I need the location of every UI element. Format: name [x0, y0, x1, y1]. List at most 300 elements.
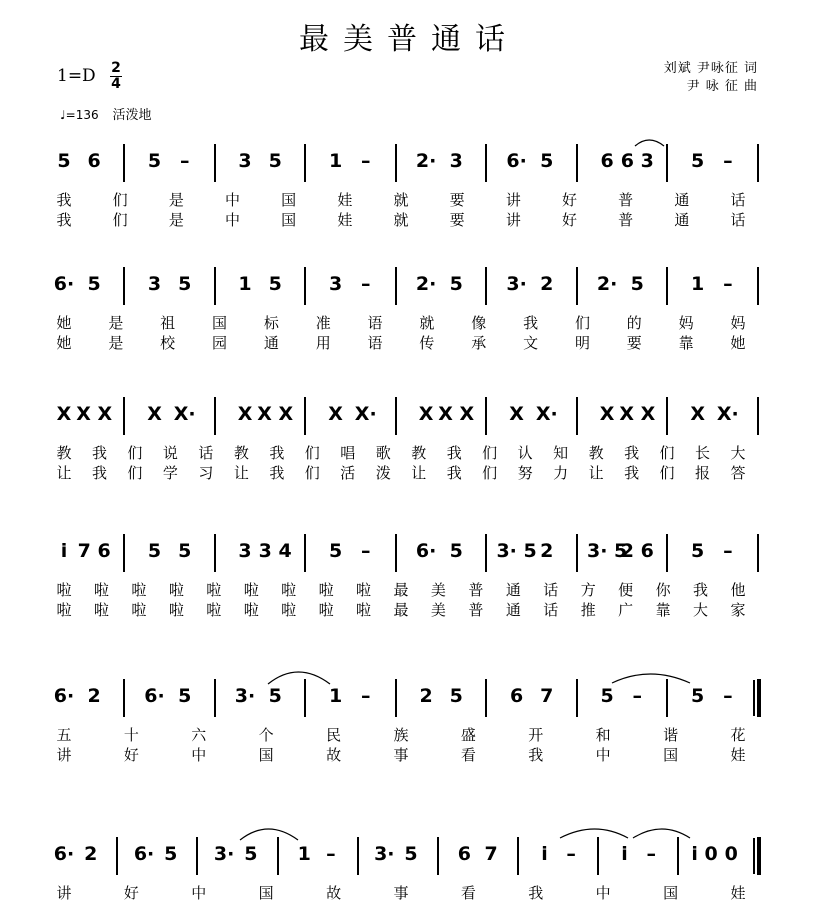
note: 1 — [691, 273, 705, 295]
lyric-syllable: 让 — [56, 464, 72, 482]
barline — [214, 267, 216, 305]
note: 2 — [84, 843, 98, 865]
final-barline — [757, 679, 761, 717]
note: – — [632, 685, 643, 707]
lyric-syllable: 我 — [91, 464, 107, 482]
lyric-syllable: 讲 — [56, 746, 72, 764]
lyric-syllable: 我 — [693, 581, 709, 599]
lyric-syllable: 们 — [127, 444, 143, 462]
lyric-syllable: 娃 — [730, 884, 746, 902]
lyric-syllable: 中 — [191, 746, 207, 764]
lyric-syllable: 和 — [595, 726, 611, 744]
lyric-syllable: 国 — [258, 746, 274, 764]
note: 3 — [147, 273, 162, 295]
lyric-syllable: 习 — [198, 464, 214, 482]
note: 1 — [328, 685, 343, 707]
lyric-syllable: 们 — [304, 464, 320, 482]
lyric-syllable: 广 — [618, 601, 634, 619]
lyric-syllable: 国 — [281, 211, 297, 229]
lyric-syllable: 家 — [730, 601, 746, 619]
lyric-syllable: 祖 — [160, 314, 176, 332]
barline — [576, 144, 578, 182]
note: 5 — [404, 843, 418, 865]
tempo-expression: 活泼地 — [112, 108, 152, 123]
slur — [560, 829, 628, 838]
note: 2 — [419, 685, 433, 707]
lyric-syllable: 看 — [460, 884, 476, 902]
lyric-syllable: 谐 — [663, 726, 679, 744]
lyric-syllable: 她 — [56, 334, 72, 352]
lyric-syllable: 普 — [468, 601, 484, 619]
barline — [196, 837, 198, 875]
lyric-syllable: 们 — [659, 444, 675, 462]
barline — [395, 534, 397, 572]
barline — [666, 144, 668, 182]
note: 6· — [415, 540, 437, 562]
barline — [757, 397, 759, 435]
lyric-syllable: 报 — [695, 464, 711, 482]
note: X — [599, 403, 615, 425]
barline — [304, 267, 306, 305]
note: 5 — [449, 540, 463, 562]
lyric-syllable: 国 — [663, 884, 679, 902]
lyric-syllable: 啦 — [93, 601, 109, 619]
barline — [485, 534, 487, 572]
lyric-syllable: 便 — [618, 581, 634, 599]
lyric-syllable: 妈 — [678, 314, 694, 332]
note: 5 — [449, 273, 463, 295]
barline — [576, 534, 578, 572]
lyric-syllable: 通 — [263, 334, 279, 352]
note: 5 — [268, 685, 282, 707]
note: 5 — [268, 150, 282, 172]
lyric-syllable: 就 — [393, 191, 409, 209]
lyric-syllable: 我 — [446, 444, 462, 462]
lyric-syllable: 们 — [112, 211, 128, 229]
note: 2 6 — [620, 540, 654, 562]
lyric-syllable: 啦 — [131, 601, 147, 619]
lyricist-credit: 刘斌 尹咏征 词 — [663, 61, 758, 76]
note: 3 — [449, 150, 463, 172]
note: 5 — [691, 540, 705, 562]
barline — [757, 144, 759, 182]
barline — [357, 837, 359, 875]
lyric-syllable: 我 — [624, 464, 640, 482]
lyric-syllable: 普 — [468, 581, 484, 599]
note: 6· — [133, 843, 155, 865]
note: – — [179, 150, 190, 172]
lyric-syllable: 通 — [505, 581, 521, 599]
note: X X — [257, 403, 294, 425]
note: X X — [438, 403, 475, 425]
lyric-syllable: 我 — [91, 444, 107, 462]
note: X· — [535, 403, 558, 425]
note: 3 — [328, 273, 343, 295]
lyric-syllable: 盛 — [460, 726, 476, 744]
note: X — [328, 403, 343, 425]
composer-credit: 尹 咏 征 曲 — [686, 79, 758, 94]
note: – — [360, 685, 371, 707]
lyric-syllable: 中 — [224, 211, 241, 229]
lyric-syllable: 中 — [191, 884, 207, 902]
note: 6· — [144, 685, 165, 707]
note: 7 6 — [77, 540, 111, 562]
barline — [576, 397, 578, 435]
lyric-syllable: 啦 — [131, 581, 147, 599]
barline — [757, 267, 759, 305]
lyric-syllable: 教 — [233, 444, 249, 462]
barline — [123, 534, 125, 572]
lyric-syllable: 答 — [730, 464, 746, 482]
note: 5 — [87, 273, 101, 295]
lyric-syllable: 啦 — [243, 601, 259, 619]
barline — [576, 267, 578, 305]
lyric-syllable: 就 — [419, 314, 435, 332]
song-title: 最美普通话 — [299, 22, 519, 57]
note: i — [541, 843, 548, 865]
lyric-syllable: 啦 — [206, 601, 222, 619]
lyric-syllable: 我 — [523, 314, 539, 332]
lyric-syllable: 就 — [393, 211, 409, 229]
barline — [116, 837, 118, 875]
lyric-syllable: 我 — [56, 211, 72, 229]
lyric-syllable: 故 — [326, 746, 342, 764]
lyric-syllable: 好 — [123, 746, 139, 764]
lyric-syllable: 美 — [430, 601, 446, 619]
note: X — [690, 403, 705, 425]
lyric-syllable: 们 — [482, 444, 498, 462]
note: 5 — [600, 685, 614, 707]
barline — [666, 397, 668, 435]
note: 1 — [238, 273, 252, 295]
lyric-syllable: 妈 — [730, 314, 746, 332]
note: 5 — [244, 843, 258, 865]
barline — [485, 397, 487, 435]
lyric-syllable: 啦 — [168, 581, 184, 599]
lyric-syllable: 中 — [595, 884, 611, 902]
lyric-syllable: 园 — [212, 334, 228, 352]
note: 5 — [57, 150, 71, 172]
note: X — [56, 403, 72, 425]
lyric-syllable: 要 — [626, 334, 642, 352]
lyric-syllable: 啦 — [281, 601, 297, 619]
note: 6 3 — [620, 150, 654, 172]
note: 5 — [178, 685, 192, 707]
lyric-syllable: 她 — [56, 314, 72, 332]
lyric-syllable: 好 — [123, 884, 139, 902]
lyric-syllable: 娃 — [337, 211, 353, 229]
lyric-syllable: 我 — [269, 464, 285, 482]
lyric-syllable: 十 — [123, 726, 139, 744]
lyric-syllable: 她 — [730, 334, 746, 352]
note: i 0 — [691, 843, 718, 865]
lyric-syllable: 花 — [730, 726, 746, 744]
lyric-syllable: 要 — [449, 191, 465, 209]
lyric-syllable: 教 — [588, 444, 604, 462]
barline — [666, 679, 668, 717]
time-signature-top: 2 — [111, 60, 121, 76]
note: – — [360, 540, 371, 562]
final-barline — [757, 837, 761, 875]
note: – — [360, 150, 371, 172]
barline — [123, 267, 125, 305]
lyric-syllable: 个 — [258, 726, 274, 744]
lyric-syllable: 看 — [460, 746, 476, 764]
lyric-syllable: 泼 — [375, 464, 391, 482]
lyric-syllable: 啦 — [356, 581, 372, 599]
note: 5 — [691, 150, 705, 172]
note: 5 — [178, 273, 192, 295]
slur — [633, 829, 690, 838]
barline — [395, 397, 397, 435]
note: X X — [76, 403, 113, 425]
note: 6· — [53, 843, 75, 865]
time-signature — [108, 62, 124, 91]
note: 3· 5 — [586, 540, 628, 562]
note: 3· — [234, 685, 256, 707]
note: 6 — [457, 843, 471, 865]
lyric-syllable: 啦 — [56, 581, 72, 599]
barline — [395, 267, 397, 305]
note: 2 — [87, 685, 101, 707]
barline — [123, 144, 125, 182]
note: 2· — [596, 273, 618, 295]
lyric-syllable: 我 — [528, 746, 544, 764]
tempo-marking — [60, 104, 151, 123]
barline — [304, 679, 306, 717]
barline — [485, 267, 487, 305]
lyric-syllable: 通 — [674, 191, 690, 209]
lyric-syllable: 的 — [626, 314, 642, 332]
note: 0 — [724, 843, 738, 865]
note: X — [147, 403, 162, 425]
barline — [304, 397, 306, 435]
note: 1 — [297, 843, 311, 865]
slur — [612, 674, 690, 683]
lyric-syllable: 好 — [561, 211, 578, 229]
note: X — [418, 403, 434, 425]
barline — [395, 679, 397, 717]
barline — [123, 397, 125, 435]
note: 3 — [238, 540, 252, 562]
note: 5 — [630, 273, 644, 295]
lyric-syllable: 话 — [730, 191, 746, 209]
lyric-syllable: 啦 — [356, 601, 372, 619]
note: – — [646, 843, 656, 865]
lyric-syllable: 们 — [304, 444, 320, 462]
barline — [597, 837, 599, 875]
note: 3· 5 — [496, 540, 537, 562]
lyric-syllable: 传 — [419, 334, 435, 352]
lyric-syllable: 最 — [393, 581, 409, 599]
lyric-syllable: 说 — [162, 444, 178, 462]
note: 5 — [449, 685, 463, 707]
note: X — [237, 403, 253, 425]
lyric-syllable: 普 — [618, 211, 634, 229]
lyric-syllable: 话 — [543, 601, 559, 619]
lyric-syllable: 啦 — [168, 601, 184, 619]
lyric-syllable: 语 — [367, 334, 383, 352]
barline — [214, 679, 216, 717]
lyric-syllable: 们 — [112, 191, 128, 209]
lyric-syllable: 事 — [393, 884, 409, 902]
lyric-syllable: 准 — [315, 314, 331, 332]
note: 2· — [415, 273, 437, 295]
lyric-syllable: 们 — [659, 464, 675, 482]
note: X· — [173, 403, 196, 425]
note: i — [621, 843, 628, 865]
lyric-syllable: 他 — [730, 581, 746, 599]
note: – — [723, 685, 733, 707]
lyric-syllable: 娃 — [730, 746, 746, 764]
barline — [485, 144, 487, 182]
note: 5 — [178, 540, 192, 562]
lyric-syllable: 讲 — [56, 884, 72, 902]
note: 3 — [238, 150, 252, 172]
key-signature: 1=D — [57, 66, 96, 86]
note: 3· — [213, 843, 235, 865]
slur — [635, 140, 664, 146]
note: 5 — [268, 273, 282, 295]
lyric-syllable: 让 — [233, 464, 249, 482]
note: – — [723, 540, 733, 562]
note: 1 — [328, 150, 343, 172]
lyric-syllable: 靠 — [678, 334, 694, 352]
lyric-syllable: 努 — [517, 464, 533, 482]
slur — [240, 829, 298, 840]
barline — [576, 679, 578, 717]
lyric-syllable: 中 — [595, 746, 611, 764]
lyric-syllable: 知 — [553, 444, 569, 462]
lyric-syllable: 国 — [663, 746, 679, 764]
lyric-syllable: 啦 — [318, 581, 334, 599]
note: 5 — [691, 685, 705, 707]
note: 2 — [540, 273, 554, 295]
note: X X — [619, 403, 656, 425]
lyric-syllable: 我 — [269, 444, 285, 462]
note: X· — [354, 403, 377, 425]
lyric-syllable: 故 — [326, 884, 342, 902]
note: – — [360, 273, 371, 295]
lyric-syllable: 标 — [263, 314, 279, 332]
note: 5 — [540, 150, 554, 172]
note: 3· — [506, 273, 527, 295]
barline — [277, 837, 279, 875]
lyric-syllable: 最 — [393, 601, 409, 619]
lyric-syllable: 大 — [730, 444, 746, 462]
barline — [304, 534, 306, 572]
note: 7 — [540, 685, 554, 707]
lyric-syllable: 话 — [543, 581, 559, 599]
lyric-syllable: 力 — [553, 464, 569, 482]
barline — [437, 837, 439, 875]
note: i — [60, 540, 68, 562]
lyric-syllable: 教 — [411, 444, 427, 462]
note: 6· — [53, 273, 75, 295]
note: 6· — [506, 150, 527, 172]
lyric-syllable: 语 — [367, 314, 383, 332]
note: – — [566, 843, 576, 865]
lyric-syllable: 文 — [523, 334, 539, 352]
barline — [666, 534, 668, 572]
lyric-syllable: 像 — [471, 314, 487, 332]
note: 2 — [540, 540, 554, 562]
barline — [214, 397, 216, 435]
lyric-syllable: 们 — [482, 464, 498, 482]
note: 5 — [147, 540, 162, 562]
lyric-syllable: 认 — [517, 444, 533, 462]
lyric-syllable: 们 — [574, 314, 590, 332]
note: 7 — [484, 843, 498, 865]
lyric-syllable: 是 — [108, 314, 124, 332]
lyric-syllable: 普 — [618, 191, 634, 209]
note: 6· — [53, 685, 75, 707]
lyric-syllable: 方 — [580, 581, 596, 599]
barline — [485, 679, 487, 717]
slur — [268, 672, 330, 684]
lyric-syllable: 六 — [191, 726, 207, 744]
barline — [123, 679, 125, 717]
lyric-syllable: 教 — [56, 444, 72, 462]
lyric-syllable: 好 — [561, 191, 578, 209]
lyric-syllable: 事 — [393, 746, 409, 764]
lyric-syllable: 我 — [528, 884, 544, 902]
lyric-syllable: 讲 — [505, 191, 521, 209]
lyric-syllable: 大 — [693, 601, 709, 619]
lyric-syllable: 是 — [168, 211, 184, 229]
note: – — [326, 843, 336, 865]
lyric-syllable: 要 — [449, 211, 465, 229]
lyric-syllable: 民 — [326, 726, 342, 744]
note: X — [509, 403, 524, 425]
lyric-syllable: 啦 — [281, 581, 297, 599]
lyric-syllable: 开 — [528, 726, 544, 744]
lyric-syllable: 话 — [198, 444, 214, 462]
lyric-syllable: 让 — [411, 464, 427, 482]
lyric-syllable: 啦 — [56, 601, 72, 619]
lyric-syllable: 中 — [224, 191, 241, 209]
lyric-syllable: 让 — [588, 464, 604, 482]
tempo-mark: ♩=136 — [60, 108, 99, 122]
lyric-syllable: 唱 — [340, 444, 356, 462]
barline — [757, 534, 759, 572]
note: 6 — [509, 685, 524, 707]
lyric-syllable: 国 — [258, 884, 274, 902]
barline — [666, 267, 668, 305]
lyric-syllable: 你 — [655, 581, 671, 599]
time-signature-bottom: 4 — [111, 76, 121, 92]
lyric-syllable: 我 — [446, 464, 462, 482]
barline — [304, 144, 306, 182]
lyric-syllable: 们 — [127, 464, 143, 482]
lyric-syllable: 长 — [695, 444, 711, 462]
note: 3· — [374, 843, 395, 865]
barline — [517, 837, 519, 875]
lyric-syllable: 啦 — [93, 581, 109, 599]
lyric-syllable: 我 — [624, 444, 640, 462]
lyric-syllable: 啦 — [243, 581, 259, 599]
note: 2· — [415, 150, 437, 172]
lyric-syllable: 我 — [56, 191, 72, 209]
lyric-syllable: 讲 — [505, 211, 521, 229]
note: 6 — [87, 150, 101, 172]
lyric-syllable: 啦 — [318, 601, 334, 619]
lyric-syllable: 话 — [730, 211, 746, 229]
lyric-syllable: 校 — [160, 334, 176, 352]
lyric-syllable: 啦 — [206, 581, 222, 599]
lyric-syllable: 族 — [393, 726, 409, 744]
lyric-syllable: 活 — [340, 464, 356, 482]
